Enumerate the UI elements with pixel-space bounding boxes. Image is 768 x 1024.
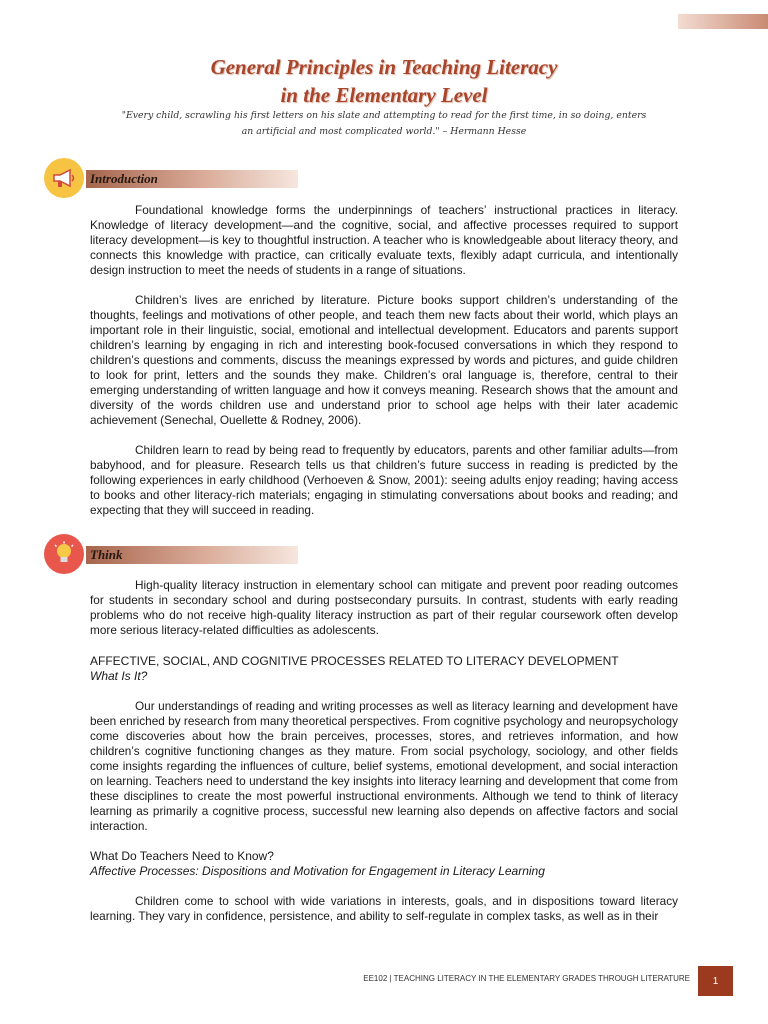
lightbulb-icon xyxy=(44,534,84,574)
page-title-line2: in the Elementary Level xyxy=(280,83,488,107)
think-paragraph-1: High-quality literacy instruction in elementary school can mitigate and prevent poor reading outcomes for students in secondary school and during postsecondary pursuits. In contrast, students with early reading problems who do not receive high-quality literacy instruction as part of their regular coursework often develop more serious literacy-related difficulties as adolescents. xyxy=(90,578,678,637)
introduction-section-label: Introduction xyxy=(90,171,158,186)
page-title-line1: General Principles in Teaching Literacy xyxy=(210,55,558,79)
megaphone-icon xyxy=(44,158,84,198)
epigraph-line2: an artificial and most complicated world." – Hermann Hesse xyxy=(241,126,527,137)
affective-processes-subheading: Affective Processes: Dispositions and Motivation for Engagement in Literacy Learning xyxy=(90,864,545,878)
section-heading: AFFECTIVE, SOCIAL, AND COGNITIVE PROCESSES RELATED TO LITERACY DEVELOPMENT xyxy=(90,654,619,668)
intro-paragraph-2: Children’s lives are enriched by literature. Picture books support children’s understanding of the thoughts, feelings and motivations of other people, and teach them new facts about their world, which plays an important role in their linguistic, social, emotional and intellectual development. Educators and parents support children’s learning by engaging in rich and interesting book-focused conversations in which they respond to children’s questions and comments, discuss the meanings expressed by words and pictures, and guide children to look for print, letters and the sounds they make. Children’s oral language is, therefore, central to their emerging understanding of written language and how it conveys meaning. Research shows that the amount and diversity of the words children use and understand prior to school age helps with their later academic achievement (Senechal, Ouellette & Rodney, 2006). xyxy=(90,293,678,427)
think-paragraph-2: Our understandings of reading and writing processes as well as literacy learning and development have been enriched by research from many theoretical perspectives. From cognitive psychology and neuropsychology come discoveries about how the brain perceives, processes, stores, and retrieves information, and how children’s cognitive functioning changes as they mature. From social psychology, sociology, and other fields come insights regarding the influences of culture, belief systems, emotional development, and social interaction on learning. Teachers need to understand the key insights into literacy learning and development that come from these disciplines to create the most powerful instructional environments. Although we tend to think of literacy learning as primarily a cognitive process, successful new learning also depends on affective factors and social interaction. xyxy=(90,699,678,833)
page-number: 1 xyxy=(698,966,733,996)
intro-paragraph-1: Foundational knowledge forms the underpinnings of teachers’ instructional practices in literacy. Knowledge of literacy development—and the cognitive, social, and affective processes required to support literacy development—is key to thoughtful instruction. A teacher who is knowledgeable about literacy theory, and connects this knowledge with practice, can critically evaluate texts, flexibly adapt curricula, and intentionally design instruction to meet the needs of students in a range of situations. xyxy=(90,203,678,277)
section-subheading: What Is It? xyxy=(90,669,148,683)
teachers-need-heading: What Do Teachers Need to Know? xyxy=(90,849,274,863)
header-accent-strip xyxy=(678,14,768,29)
footer-course-title: EE102 | TEACHING LITERACY IN THE ELEMENTARY GRADES THROUGH LITERATURE xyxy=(363,974,690,983)
intro-paragraph-3: Children learn to read by being read to frequently by educators, parents and other familiar adults—from babyhood, and for pleasure. Research tells us that children’s future success in reading is predicted by the following experiences in early childhood (Verhoeven & Snow, 2001): seeing adults enjoy reading; having access to books and other literacy-rich materials; engaging in stimulating conversations about books and reading; and expecting that they will succeed in reading. xyxy=(90,443,678,517)
epigraph-line1: "Every child, scrawling his first letters on his slate and attempting to read for the first time, in so doing, enters xyxy=(121,110,647,121)
think-paragraph-3: Children come to school with wide variations in interests, goals, and in dispositions toward literacy learning. They vary in confidence, persistence, and ability to self-regulate in complex tasks, as well as in their xyxy=(90,894,678,923)
think-section-label: Think xyxy=(90,547,123,562)
